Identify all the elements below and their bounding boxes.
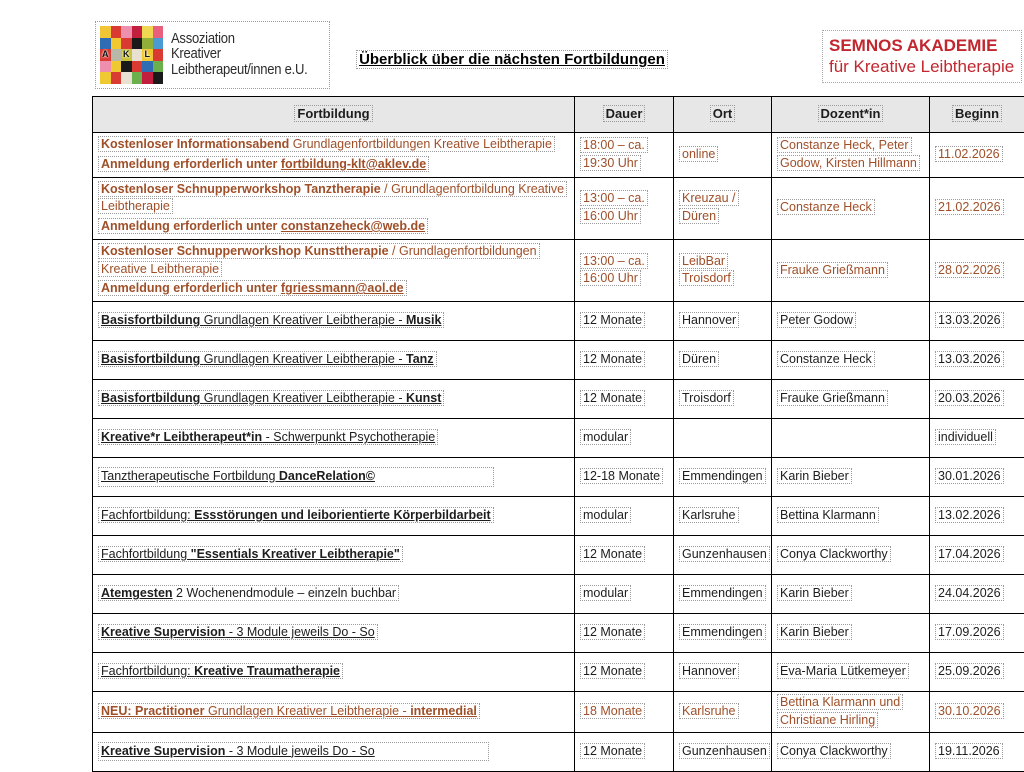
dozent-cell [772, 419, 930, 458]
ort-value: LeibBar Troisdorf [679, 253, 734, 287]
table-row [93, 239, 1024, 301]
course-title: Kostenloser Informationsabend Grundlagenfortbildungen Kreative Leibtherapie [98, 136, 555, 152]
beginn-cell [930, 302, 1024, 341]
course-table-body [93, 133, 1024, 772]
akl-mosaic-cell [111, 72, 122, 84]
akl-mosaic-cell [121, 72, 132, 84]
dauer-value: modular [580, 507, 631, 523]
akl-mosaic-cell [100, 38, 111, 50]
ort-cell [674, 653, 772, 692]
ort-value: online [679, 146, 718, 162]
beginn-cell [930, 133, 1024, 178]
column-header-ort: Ort [674, 97, 772, 133]
course-cell [93, 732, 575, 771]
dauer-cell [575, 302, 674, 341]
ort-value: Düren [679, 351, 719, 367]
table-row [93, 692, 1024, 733]
course-cell [93, 614, 575, 653]
ort-cell [674, 497, 772, 536]
table-row [93, 419, 1024, 458]
course-cell [93, 653, 575, 692]
beginn-value: 17.04.2026 [935, 546, 1004, 562]
dozent-cell [772, 575, 930, 614]
akl-mosaic-cell: K [121, 49, 132, 61]
dozent-value: Karin Bieber [777, 624, 852, 640]
table-header-row [93, 97, 1024, 133]
ort-value: Emmendingen [679, 624, 766, 640]
course-title: Kostenloser Schnupperworkshop Tanztherapie / Grundlagenfortbildung Kreative Leibtherapie [98, 181, 567, 215]
ort-value: Kreuzau / Düren [679, 190, 739, 224]
course-table [92, 96, 1024, 772]
dauer-value: 12 Monate [580, 546, 645, 562]
dozent-cell [772, 341, 930, 380]
course-cell [93, 302, 575, 341]
dauer-cell [575, 575, 674, 614]
ort-value: Emmendingen [679, 585, 766, 601]
dauer-cell [575, 692, 674, 733]
ort-cell [674, 614, 772, 653]
dauer-cell [575, 458, 674, 497]
table-row [93, 302, 1024, 341]
table-row [93, 497, 1024, 536]
table-row [93, 653, 1024, 692]
akl-mosaic-cell [100, 26, 111, 38]
akl-mosaic-cell: L [142, 49, 153, 61]
ort-value: Hannover [679, 663, 739, 679]
dozent-cell [772, 536, 930, 575]
akl-mosaic-cell [142, 72, 153, 84]
beginn-value: 20.03.2026 [935, 390, 1004, 406]
table-row [93, 458, 1024, 497]
akl-mosaic-cell [142, 38, 153, 50]
course-title: NEU: Practitioner Grundlagen Kreativer Leibtherapie - intermedial [98, 703, 480, 719]
akl-logo-line: Assoziation [171, 32, 307, 48]
dozent-cell [772, 239, 930, 301]
dauer-value: 12 Monate [580, 624, 645, 640]
beginn-value: 13.03.2026 [935, 351, 1004, 367]
beginn-cell [930, 692, 1024, 733]
beginn-value: 25.09.2026 [935, 663, 1004, 679]
table-row [93, 177, 1024, 239]
email-link[interactable]: constanzeheck@web.de [281, 219, 425, 233]
beginn-cell [930, 458, 1024, 497]
dauer-cell [575, 653, 674, 692]
course-title: Fachfortbildung: Kreative Traumatherapie [98, 663, 343, 679]
semnos-logo [822, 30, 1022, 83]
semnos-logo-line1: SEMNOS AKADEMIE [829, 35, 1015, 56]
ort-cell [674, 341, 772, 380]
dauer-value: 12 Monate [580, 390, 645, 406]
dozent-value: Eva-Maria Lütkemeyer [777, 663, 909, 679]
course-cell [93, 692, 575, 733]
beginn-value: 24.04.2026 [935, 585, 1004, 601]
akl-mosaic-cell [121, 26, 132, 38]
beginn-cell [930, 177, 1024, 239]
ort-cell [674, 302, 772, 341]
dauer-value: 13:00 – ca. 16:00 Uhr [580, 190, 648, 224]
ort-cell [674, 380, 772, 419]
column-header-beginn: Beginn [930, 97, 1024, 133]
akl-mosaic-cell [153, 38, 164, 50]
ort-value: Gunzenhausen [679, 546, 770, 562]
dauer-cell [575, 614, 674, 653]
dauer-value: 18:00 – ca. 19:30 Uhr [580, 137, 648, 171]
ort-value: Emmendingen [679, 468, 766, 484]
beginn-value: 17.09.2026 [935, 624, 1004, 640]
registration-note: Anmeldung erforderlich unter fgriessmann@aol.de [98, 280, 407, 296]
beginn-value: 13.02.2026 [935, 507, 1004, 523]
ort-cell [674, 692, 772, 733]
dauer-value: 13:00 – ca. 16:00 Uhr [580, 253, 648, 287]
dozent-value: Constanze Heck, Peter Godow, Kirsten Hillmann [777, 137, 920, 171]
dauer-cell [575, 239, 674, 301]
course-title: Tanztherapeutische Fortbildung DanceRelation© [98, 467, 494, 487]
dozent-cell [772, 133, 930, 178]
course-title: Kreative Supervision - 3 Module jeweils Do - So [98, 742, 489, 762]
beginn-value: 21.02.2026 [935, 199, 1004, 215]
beginn-cell [930, 341, 1024, 380]
dauer-cell [575, 732, 674, 771]
akl-mosaic-cell [132, 38, 143, 50]
ort-value: Karlsruhe [679, 507, 739, 523]
registration-note: Anmeldung erforderlich unter constanzeheck@web.de [98, 218, 428, 234]
ort-cell [674, 419, 772, 458]
course-cell [93, 341, 575, 380]
dauer-value: 12-18 Monate [580, 468, 663, 484]
registration-note: Anmeldung erforderlich unter fortbildung-klt@aklev.de [98, 156, 429, 172]
column-header-dozent: Dozent*in [772, 97, 930, 133]
beginn-cell [930, 732, 1024, 771]
beginn-cell [930, 239, 1024, 301]
table-row [93, 614, 1024, 653]
course-cell [93, 536, 575, 575]
course-cell [93, 458, 575, 497]
dozent-cell [772, 497, 930, 536]
course-cell [93, 239, 575, 301]
dauer-value: 12 Monate [580, 312, 645, 328]
dozent-cell [772, 302, 930, 341]
akl-logo-line: Kreativer [171, 47, 307, 63]
table-row [93, 380, 1024, 419]
dozent-value: Peter Godow [777, 312, 856, 328]
page-title: Überblick über die nächsten Fortbildungen [356, 50, 668, 69]
dauer-cell [575, 419, 674, 458]
course-title: Basisfortbildung Grundlagen Kreativer Leibtherapie - Musik [98, 312, 444, 328]
dauer-cell [575, 497, 674, 536]
beginn-value: 28.02.2026 [935, 262, 1004, 278]
akl-mosaic-cell [142, 26, 153, 38]
beginn-value: 19.11.2026 [935, 743, 1003, 759]
akl-mosaic-cell [132, 26, 143, 38]
ort-cell [674, 177, 772, 239]
beginn-value: 30.10.2026 [935, 703, 1004, 719]
dozent-value: Karin Bieber [777, 585, 852, 601]
dauer-cell [575, 536, 674, 575]
dozent-value: Conya Clackworthy [777, 546, 891, 562]
dozent-cell [772, 692, 930, 733]
akl-mosaic-cell [100, 72, 111, 84]
course-title: Fachfortbildung: Essstörungen und leiborientierte Körperbildarbeit [98, 507, 494, 523]
ort-cell [674, 239, 772, 301]
ort-cell [674, 133, 772, 178]
course-title: Kostenloser Schnupperworkshop Kunsttherapie / Grundlagenfortbildungen Kreative Leibtherapie [98, 243, 540, 277]
dauer-value: modular [580, 585, 631, 601]
dozent-value: Constanze Heck [777, 351, 875, 367]
table-row [93, 732, 1024, 771]
dozent-value: Frauke Grießmann [777, 262, 888, 278]
ort-value: Karlsruhe [679, 703, 739, 719]
akl-mosaic-cell [153, 26, 164, 38]
course-title: Basisfortbildung Grundlagen Kreativer Leibtherapie - Tanz [98, 351, 437, 367]
ort-cell [674, 732, 772, 771]
course-cell [93, 177, 575, 239]
dozent-value: Bettina Klarmann und Christiane Hirling [777, 694, 903, 728]
dauer-value: 18 Monate [580, 703, 645, 719]
dozent-cell [772, 458, 930, 497]
beginn-cell [930, 497, 1024, 536]
dauer-cell [575, 177, 674, 239]
akl-mosaic-cell [153, 72, 164, 84]
table-row [93, 341, 1024, 380]
dozent-value: Bettina Klarmann [777, 507, 879, 523]
beginn-cell [930, 653, 1024, 692]
course-title: Kreative Supervision - 3 Module jeweils Do - So [98, 624, 378, 640]
ort-value: Troisdorf [679, 390, 734, 406]
dozent-cell [772, 732, 930, 771]
course-title: Basisfortbildung Grundlagen Kreativer Leibtherapie - Kunst [98, 390, 444, 406]
akl-mosaic-cell [121, 38, 132, 50]
beginn-value: 30.01.2026 [935, 468, 1004, 484]
email-link[interactable]: fgriessmann@aol.de [281, 281, 404, 295]
akl-mosaic-cell [132, 72, 143, 84]
dozent-cell [772, 614, 930, 653]
course-title: Fachfortbildung "Essentials Kreativer Leibtherapie" [98, 546, 403, 562]
course-cell [93, 497, 575, 536]
dauer-value: 12 Monate [580, 351, 645, 367]
akl-mosaic-cell: A [100, 49, 111, 61]
dozent-value: Constanze Heck [777, 199, 875, 215]
beginn-cell [930, 614, 1024, 653]
dozent-cell [772, 177, 930, 239]
beginn-value: 13.03.2026 [935, 312, 1004, 328]
course-title: Atemgesten 2 Wochenendmodule – einzeln buchbar [98, 585, 399, 601]
dozent-value: Frauke Grießmann [777, 390, 888, 406]
dauer-value: modular [580, 429, 631, 445]
dauer-cell [575, 341, 674, 380]
course-cell [93, 133, 575, 178]
ort-cell [674, 458, 772, 497]
course-cell [93, 380, 575, 419]
column-header-fortbildung: Fortbildung [93, 97, 575, 133]
dozent-cell [772, 653, 930, 692]
dauer-value: 12 Monate [580, 743, 645, 759]
beginn-cell [930, 575, 1024, 614]
dozent-value: Karin Bieber [777, 468, 852, 484]
akl-mosaic-cell [111, 26, 122, 38]
dozent-cell [772, 380, 930, 419]
akl-logo-line: Leibtherapeut/innen e.U. [171, 63, 307, 79]
beginn-cell [930, 380, 1024, 419]
course-title: Kreative*r Leibtherapeut*in - Schwerpunkt Psychotherapie [98, 429, 438, 445]
course-cell [93, 575, 575, 614]
ort-cell [674, 536, 772, 575]
beginn-value: individuell [935, 429, 996, 445]
table-row [93, 575, 1024, 614]
dauer-cell [575, 380, 674, 419]
akl-mosaic-cell [111, 38, 122, 50]
ort-cell [674, 575, 772, 614]
beginn-cell [930, 536, 1024, 575]
ort-value: Gunzenhausen [679, 743, 770, 759]
beginn-cell [930, 419, 1024, 458]
table-row [93, 133, 1024, 178]
dauer-value: 12 Monate [580, 663, 645, 679]
email-link[interactable]: fortbildung-klt@aklev.de [281, 157, 426, 171]
column-header-dauer: Dauer [575, 97, 674, 133]
dauer-cell [575, 133, 674, 178]
course-cell [93, 419, 575, 458]
table-row [93, 536, 1024, 575]
beginn-value: 11.02.2026 [935, 146, 1003, 162]
ort-value: Hannover [679, 312, 739, 328]
dozent-value: Conya Clackworthy [777, 743, 891, 759]
semnos-logo-line2: für Kreative Leibtherapie [829, 56, 1015, 77]
